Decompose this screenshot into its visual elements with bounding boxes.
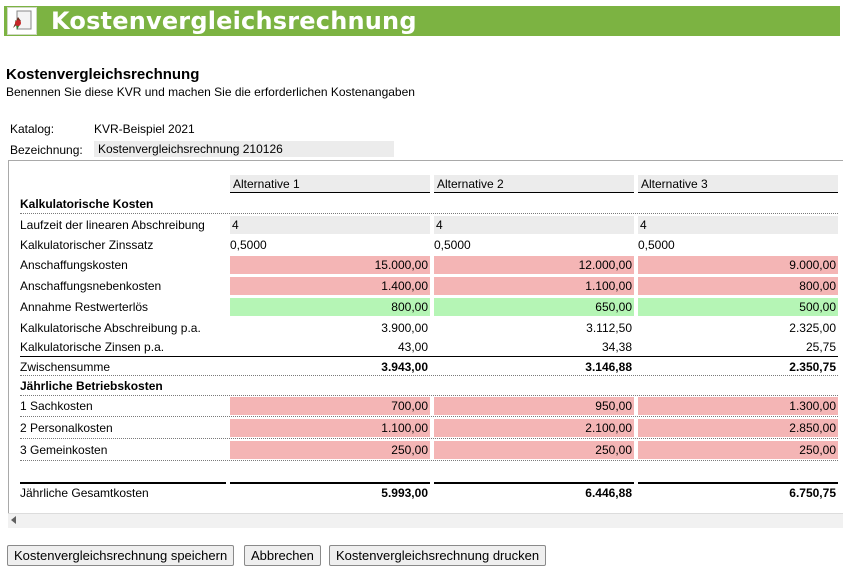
- table-row: [20, 256, 838, 274]
- table-row: [20, 441, 838, 459]
- row-label: Annahme Restwerterlös: [20, 300, 149, 314]
- column-header-alt2: Alternative 2: [434, 175, 634, 193]
- row-label: 2 Personalkosten: [20, 421, 113, 435]
- app-logo-icon: [7, 7, 37, 35]
- gesamt-alt1: 5.993,00: [381, 486, 428, 500]
- horizontal-scrollbar[interactable]: [8, 513, 843, 528]
- row-label: 3 Gemeinkosten: [20, 443, 108, 457]
- section-title-kalkulatorisch: Kalkulatorische Kosten: [20, 197, 154, 211]
- row-label: Anschaffungsnebenkosten: [20, 279, 162, 293]
- personalkosten-alt3-input[interactable]: 2.850,00: [638, 419, 838, 437]
- row-divider: [20, 460, 838, 461]
- column-header-alt1: Alternative 1: [230, 175, 430, 193]
- abschreibung-alt1: 3.900,00: [381, 321, 428, 335]
- app-banner: [4, 6, 840, 36]
- zinssatz-alt3: 0,5000: [638, 238, 675, 252]
- abschreibung-alt3: 2.325,00: [789, 321, 836, 335]
- header-underline: [230, 192, 430, 193]
- table-row: [20, 358, 838, 376]
- laufzeit-alt2: 4: [434, 216, 634, 234]
- zinsen-alt1: 43,00: [397, 340, 428, 354]
- table-header-row: [20, 175, 838, 193]
- row-divider: [20, 395, 838, 396]
- row-label: Kalkulatorische Zinsen p.a.: [20, 340, 165, 354]
- zwischensumme-alt3: 2.350,75: [789, 360, 836, 374]
- section-row: [20, 195, 838, 213]
- banner-title: Kostenvergleichsrechnung: [51, 7, 417, 35]
- row-divider: [20, 438, 838, 439]
- table-row: [20, 236, 838, 254]
- gemeinkosten-alt1-input[interactable]: 250,00: [230, 441, 430, 459]
- nebenkosten-alt2-input[interactable]: 1.100,00: [434, 277, 634, 295]
- catalog-label: Katalog:: [10, 122, 55, 136]
- page-subtitle: Benennen Sie diese KVR und machen Sie die erforderlichen Kostenangaben: [6, 85, 415, 99]
- table-row: [20, 397, 838, 415]
- restwert-alt3-input[interactable]: 500,00: [638, 298, 838, 316]
- row-label: Anschaffungskosten: [20, 258, 128, 272]
- row-divider: [20, 213, 838, 214]
- zinsen-alt3: 25,75: [805, 340, 836, 354]
- print-button[interactable]: Kostenvergleichsrechnung drucken: [329, 545, 546, 566]
- row-divider: [20, 375, 838, 376]
- row-label: Kalkulatorischer Zinssatz: [20, 238, 154, 252]
- restwert-alt2-input[interactable]: 650,00: [434, 298, 634, 316]
- section-title-betriebskosten: Jährliche Betriebskosten: [20, 379, 163, 393]
- zinssatz-alt1: 0,5000: [230, 238, 267, 252]
- name-label: Bezeichnung:: [10, 143, 83, 157]
- column-header-alt3: Alternative 3: [638, 175, 838, 193]
- row-label: Jährliche Gesamtkosten: [20, 486, 149, 500]
- scroll-left-icon[interactable]: [11, 516, 16, 524]
- row-label: Zwischensumme: [20, 360, 111, 374]
- name-field[interactable]: Kostenvergleichsrechnung 210126: [94, 141, 394, 157]
- table-row: [20, 277, 838, 295]
- personalkosten-alt2-input[interactable]: 2.100,00: [434, 419, 634, 437]
- table-row: [20, 298, 838, 316]
- subtotal-line: [20, 356, 838, 357]
- zinssatz-alt2: 0,5000: [434, 238, 471, 252]
- cancel-button[interactable]: Abbrechen: [244, 545, 321, 566]
- abschreibung-alt2: 3.112,50: [586, 321, 632, 335]
- laufzeit-alt3: 4: [638, 216, 838, 234]
- table-row: [20, 338, 838, 356]
- row-label: 1 Sachkosten: [20, 399, 93, 413]
- laufzeit-alt1: 4: [230, 216, 430, 234]
- sachkosten-alt1-input[interactable]: 700,00: [230, 397, 430, 415]
- table-row: [20, 484, 838, 502]
- header-underline: [638, 192, 838, 193]
- sachkosten-alt2-input[interactable]: 950,00: [434, 397, 634, 415]
- table-row: [20, 319, 838, 337]
- gesamt-alt2: 6.446,88: [585, 486, 632, 500]
- zwischensumme-alt2: 3.146,88: [585, 360, 632, 374]
- save-button[interactable]: Kostenvergleichsrechnung speichern: [7, 545, 234, 566]
- gesamt-alt3: 6.750,75: [789, 486, 836, 500]
- section-row: [20, 377, 838, 395]
- nebenkosten-alt1-input[interactable]: 1.400,00: [230, 277, 430, 295]
- row-divider: [20, 416, 838, 417]
- zinsen-alt2: 34,38: [601, 340, 632, 354]
- header-underline: [434, 192, 634, 193]
- anschaffung-alt3-input[interactable]: 9.000,00: [638, 256, 838, 274]
- zwischensumme-alt1: 3.943,00: [381, 360, 428, 374]
- table-row: [20, 419, 838, 437]
- restwert-alt1-input[interactable]: 800,00: [230, 298, 430, 316]
- gemeinkosten-alt2-input[interactable]: 250,00: [434, 441, 634, 459]
- nebenkosten-alt3-input[interactable]: 800,00: [638, 277, 838, 295]
- anschaffung-alt1-input[interactable]: 15.000,00: [230, 256, 430, 274]
- anschaffung-alt2-input[interactable]: 12.000,00: [434, 256, 634, 274]
- row-label: Laufzeit der linearen Abschreibung: [20, 218, 205, 232]
- sachkosten-alt3-input[interactable]: 1.300,00: [638, 397, 838, 415]
- personalkosten-alt1-input[interactable]: 1.100,00: [230, 419, 430, 437]
- table-row: [20, 216, 838, 234]
- catalog-value: KVR-Beispiel 2021: [94, 122, 195, 136]
- page-title: Kostenvergleichsrechnung: [6, 66, 200, 83]
- row-label: Kalkulatorische Abschreibung p.a.: [20, 321, 201, 335]
- gemeinkosten-alt3-input[interactable]: 250,00: [638, 441, 838, 459]
